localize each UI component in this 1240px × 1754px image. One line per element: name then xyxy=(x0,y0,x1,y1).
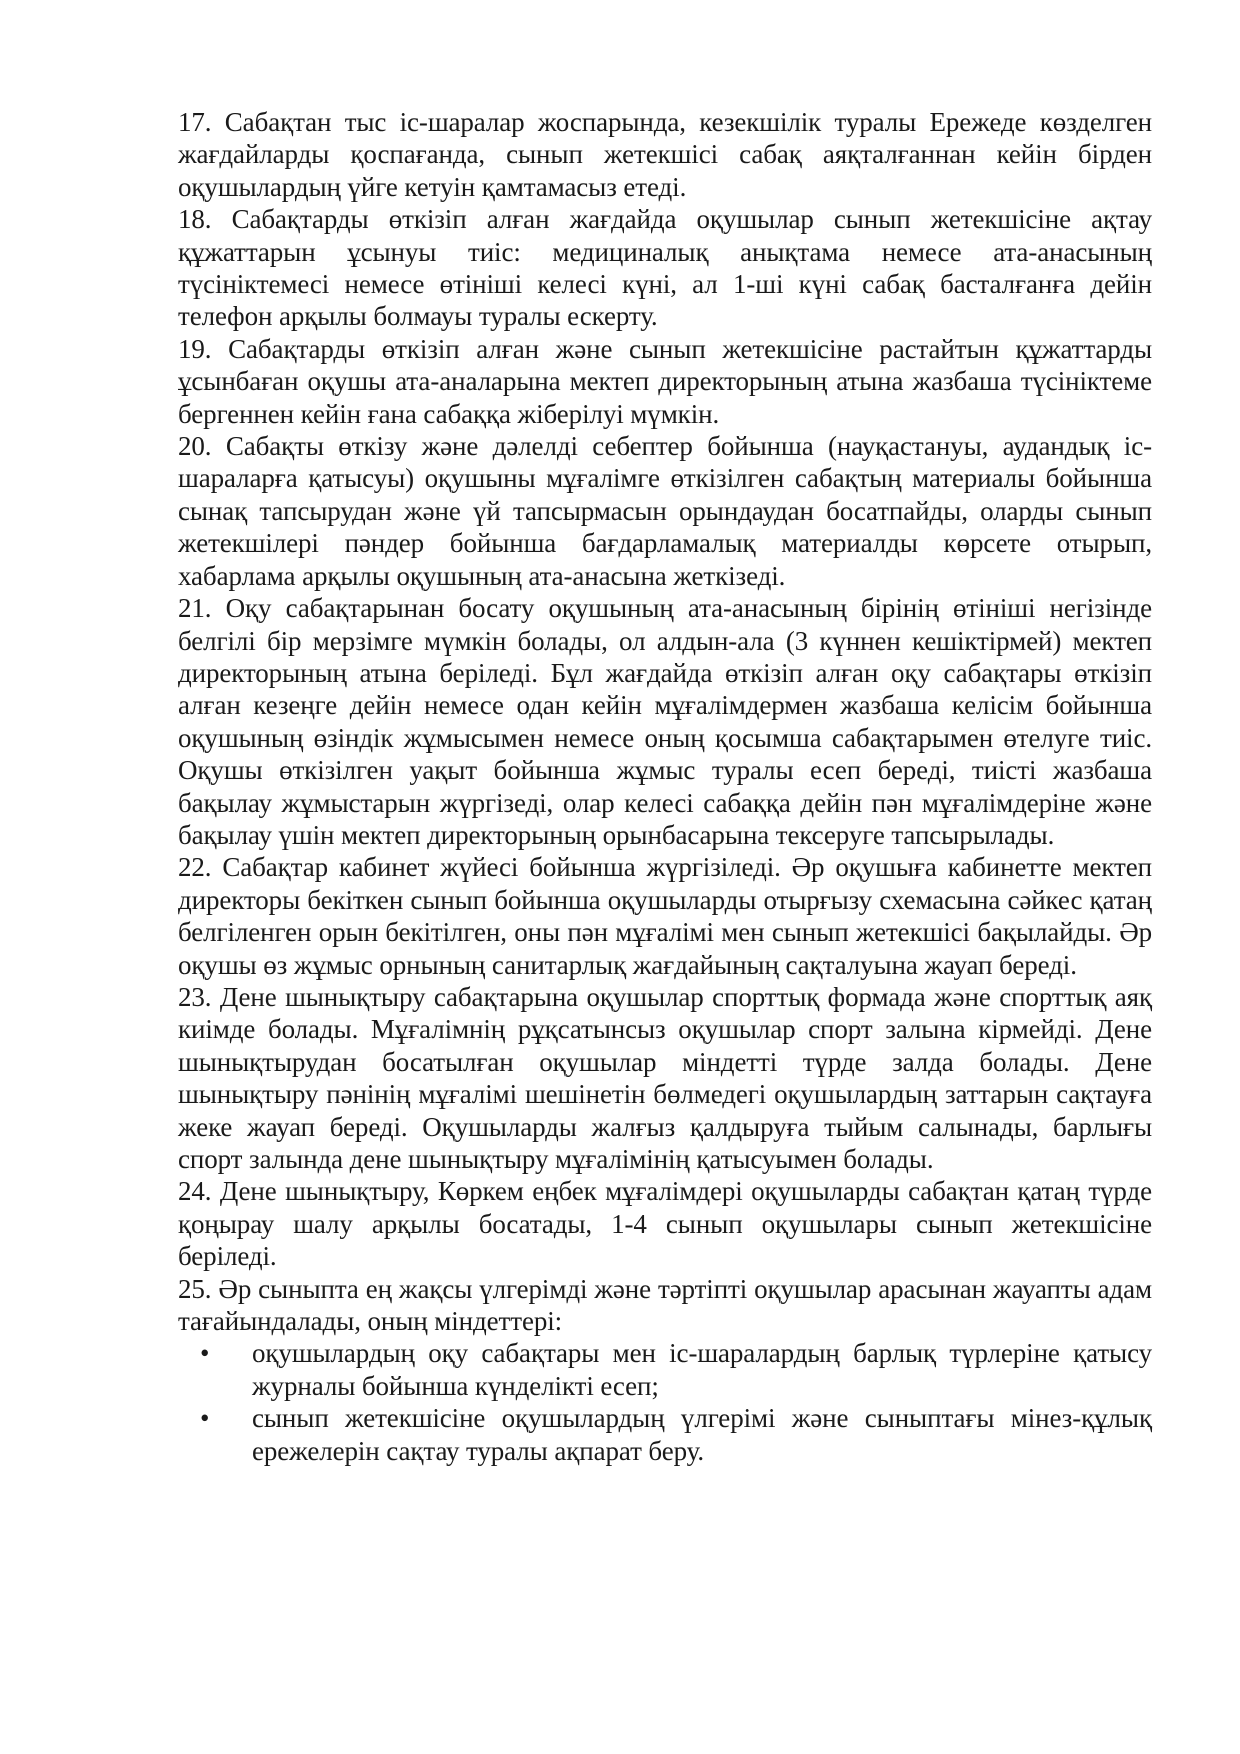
bullet-icon: • xyxy=(200,1338,210,1369)
list-item-text: сынып жетекшісіне оқушылардың үлгерімі және сыныптағы мінез-құлық ережелерін сақтау туралы ақпарат беру. xyxy=(252,1403,1152,1466)
paragraph-17: 17. Сабақтан тыс іс-шаралар жоспарында, кезекшілік туралы Ережеде көзделген жағдайларды қоспағанда, сынып жетекшісі сабақ аяқталғаннан кейін бірден оқушылардың үйге кетуін қамтамасыз етеді. xyxy=(178,107,1152,202)
list-item xyxy=(200,1337,1152,1402)
paragraph-23: 23. Дене шынықтыру сабақтарына оқушылар спорттық формада және спорттық аяқ киімде болады. Мұғалімнің рұқсатынсыз оқушылар спорт залына кірмейді. Дене шынықтырудан босатылған оқушылар міндетті түрде залда болады. Дене шынықтыру пәнінің мұғалімі шешінетін бөлмедегі оқушылардың заттарын сақтауға жеке жауап береді. Оқушыларды жалғыз қалдыруға тыйым салынады, барлығы спорт залында дене шынықтыру мұғалімінің қатысуымен болады. xyxy=(178,981,1152,1174)
duties-list xyxy=(178,1337,1152,1467)
document-page xyxy=(178,106,1152,1467)
paragraph-18: 18. Сабақтарды өткізіп алған жағдайда оқушылар сынып жетекшісіне ақтау құжаттарын ұсынуы тиіс: медициналық анықтама немесе ата-анасының түсініктемесі немесе өтініші келесі күні, ал 1-ші күні сабақ басталғанға дейін телефон арқылы болмауы туралы ескерту. xyxy=(178,204,1152,332)
list-item xyxy=(200,1402,1152,1467)
paragraph-21: 21. Оқу сабақтарынан босату оқушының ата-анасының бірінің өтініші негізінде белгілі бір мерзімге мүмкін болады, ол алдын-ала (3 күннен кешіктірмей) мектеп директорының атына беріледі. Бұл жағдайда өткізіп алған оқу сабақтары өткізіп алған кезеңге дейін немесе одан кейін мұғалімдермен жазбаша келісім бойынша оқушының өзіндік жұмысымен немесе оның қосымша сабақтарымен өтелуге тиіс. Оқушы өткізілген уақыт бойынша жұмыс туралы есеп береді, тиісті жазбаша бақылау жұмыстарын жүргізеді, олар келесі сабаққа дейін пән мұғалімдеріне және бақылау үшін мектеп директорының орынбасарына тексеруге тапсырылады. xyxy=(178,593,1152,850)
paragraph-25: 25. Әр сыныпта ең жақсы үлгерімді және тәртіпті оқушылар арасынан жауапты адам тағайындалады, оның міндеттері: xyxy=(178,1273,1152,1337)
list-item-text: оқушылардың оқу сабақтары мен іс-шаралардың барлық түрлеріне қатысу журналы бойынша күнделікті есеп; xyxy=(252,1338,1152,1401)
bullet-icon: • xyxy=(200,1403,210,1434)
paragraph-22: 22. Сабақтар кабинет жүйесі бойынша жүргізіледі. Әр оқушыға кабинетте мектеп директоры бекіткен сынып бойынша оқушыларды отырғызу схемасына сәйкес қатаң белгіленген орын бекітілген, оны пән мұғалімі мен сынып жетекшісі бақылайды. Әр оқушы өз жұмыс орнының санитарлық жағдайының сақталуына жауап береді. xyxy=(178,852,1152,980)
paragraph-24: 24. Дене шынықтыру, Көркем еңбек мұғалімдері оқушыларды сабақтан қатаң түрде қоңырау шалу арқылы босатады, 1-4 сынып оқушылары сынып жетекшісіне беріледі. xyxy=(178,1176,1152,1272)
paragraph-19: 19. Сабақтарды өткізіп алған және сынып жетекшісіне растайтын құжаттарды ұсынбаған оқушы ата-аналарына мектеп директорының атына жазбаша түсініктеме бергеннен кейін ғана сабаққа жіберілуі мүмкін. xyxy=(178,333,1152,429)
paragraph-20: 20. Сабақты өткізу және дәлелді себептер бойынша (науқастануы, аудандық іс-шараларға қатысуы) оқушыны мұғалімге өткізілген сабақтың материалы бойынша сынақ тапсырудан және үй тапсырмасын орындаудан босатпайды, оларды сынып жетекшілері пәндер бойынша бағдарламалық материалды көрсете отырып, хабарлама арқылы оқушының ата-анасына жеткізеді. xyxy=(178,431,1152,591)
